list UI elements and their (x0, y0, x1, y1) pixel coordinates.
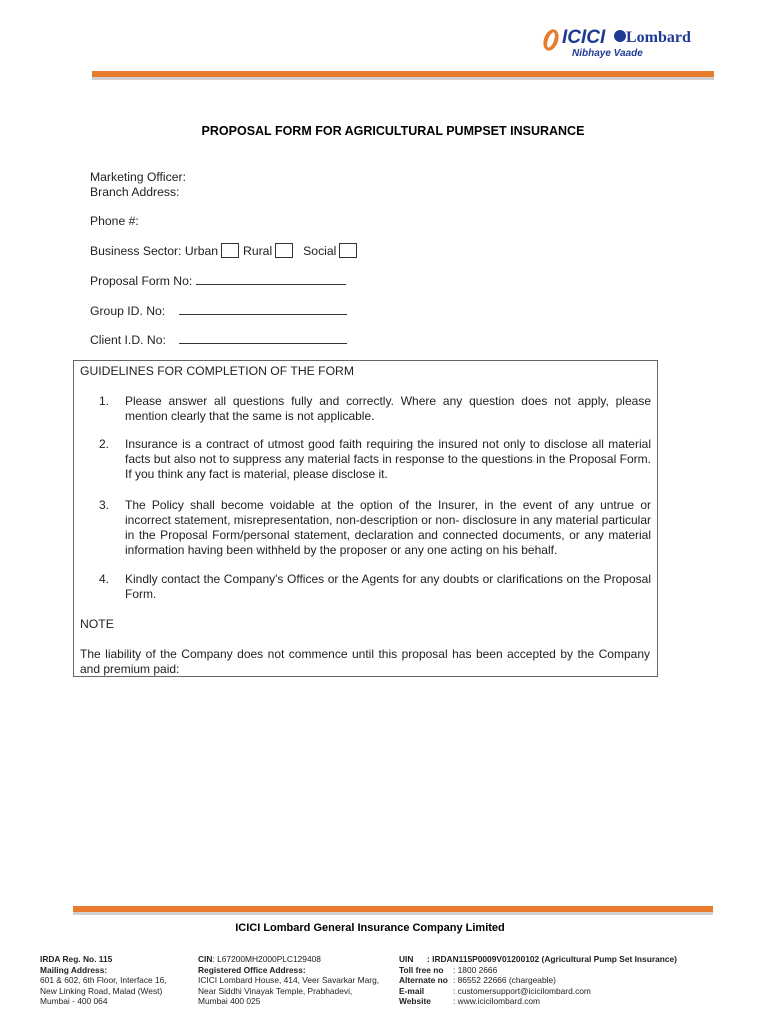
registered-line-3: Mumbai 400 025 (198, 996, 261, 1006)
alternate-label: Alternate no (399, 975, 448, 985)
urban-checkbox[interactable] (221, 243, 239, 258)
email-label: E-mail (399, 985, 425, 996)
alternate-value: : 86552 22666 (chargeable) (453, 975, 556, 985)
svg-text:Lombard: Lombard (626, 29, 691, 46)
tollfree-label: Toll free no (399, 964, 444, 975)
note-label: NOTE (80, 617, 114, 631)
company-name: ICICI Lombard General Insurance Company Limited (235, 922, 505, 934)
mailing-line-3: Mumbai - 400 064 (40, 996, 108, 1006)
marketing-officer-label: Marketing Officer: (90, 170, 186, 184)
mailing-line-1: 601 & 602, 6th Floor, Interface 16, (40, 975, 167, 985)
guidelines-title: GUIDELINES FOR COMPLETION OF THE FORM (80, 364, 355, 378)
business-sector-label: Business Sector: Urban (90, 244, 219, 258)
irda-reg: IRDA Reg. No. 115 (40, 954, 113, 964)
registered-line-1: ICICI Lombard House, 414, Veer Savarkar Marg, (198, 975, 380, 985)
guideline-item: 1. Please answer all questions fully and correctly. Where any question does not apply, please mention clearly that the same is not applicable. (99, 394, 651, 423)
rural-checkbox[interactable] (275, 243, 293, 258)
cin-value: : L67200MH2000PLC129408 (212, 954, 321, 964)
guideline-item: 4. Kindly contact the Company's Offices or the Agents for any doubts or clarifications on the Proposal Form. (99, 572, 651, 601)
header-divider (92, 71, 714, 81)
footer-registered-column (198, 954, 379, 1007)
footer-contact-column (399, 954, 677, 1007)
group-id-label: Group ID. No: (90, 304, 166, 318)
client-id-row (90, 333, 347, 347)
mailing-address-label: Mailing Address: (40, 964, 108, 975)
uin-label: UIN (399, 954, 414, 964)
guideline-item: 3. The Policy shall become voidable at the option of the Insurer, in the event of any untrue or incorrect statement, misrepresentation, non-description or non- disclosure in any material particular in the Proposal Form/personal statement, declaration and connected documents, or any material information having been withheld by the proposer or any one acting on his behalf. (99, 498, 651, 557)
tollfree-value: : 1800 2666 (453, 964, 498, 975)
form-title: PROPOSAL FORM FOR AGRICULTURAL PUMPSET INSURANCE (201, 124, 585, 138)
social-checkbox[interactable] (339, 243, 357, 258)
uin-value: : IRDAN115P0009V01200102 (Agricultural Pump Set Insurance) (427, 954, 677, 964)
phone-label: Phone #: (90, 214, 139, 228)
group-id-row (90, 304, 347, 318)
guidelines-box (73, 360, 658, 677)
client-id-label: Client I.D. No: (90, 333, 166, 347)
liability-note: The liability of the Company does not commence until this proposal has been accepted by the Company and premium paid: (80, 647, 650, 676)
branch-address-label: Branch Address: (90, 185, 180, 199)
footer-mailing-column (40, 954, 167, 1007)
email-link[interactable]: : customersupport@icicilombard.com (453, 985, 591, 996)
business-sector-row (90, 243, 361, 258)
client-id-field[interactable] (179, 333, 347, 344)
group-id-field[interactable] (179, 304, 347, 315)
rural-label: Rural (243, 244, 273, 258)
cin-label: CIN (198, 954, 213, 964)
icici-lombard-logo (540, 24, 715, 60)
mailing-line-2: New Linking Road, Malad (West) (40, 985, 163, 996)
registered-line-2: Near Siddhi Vinayak Temple, Prabhadevi, (198, 985, 353, 996)
website-label: Website (399, 996, 431, 1006)
footer-divider (73, 906, 713, 916)
proposal-form-no-field[interactable] (196, 274, 346, 285)
proposal-form-no-label: Proposal Form No: (90, 274, 193, 288)
website-link[interactable]: : www.icicilombard.com (453, 996, 541, 1006)
registered-office-label: Registered Office Address: (198, 964, 306, 975)
social-label: Social (303, 244, 337, 258)
guideline-item: 2. Insurance is a contract of utmost good faith requiring the insured not only to disclose all material facts but also not to suppress any material facts in response to the questions in the Proposal Form. If you think any fact is material, please disclose it. (99, 437, 651, 481)
proposal-form-no-row (90, 274, 346, 288)
svg-text:ICICI: ICICI (562, 27, 606, 48)
svg-text:Nibhaye Vaade: Nibhaye Vaade (572, 48, 643, 59)
